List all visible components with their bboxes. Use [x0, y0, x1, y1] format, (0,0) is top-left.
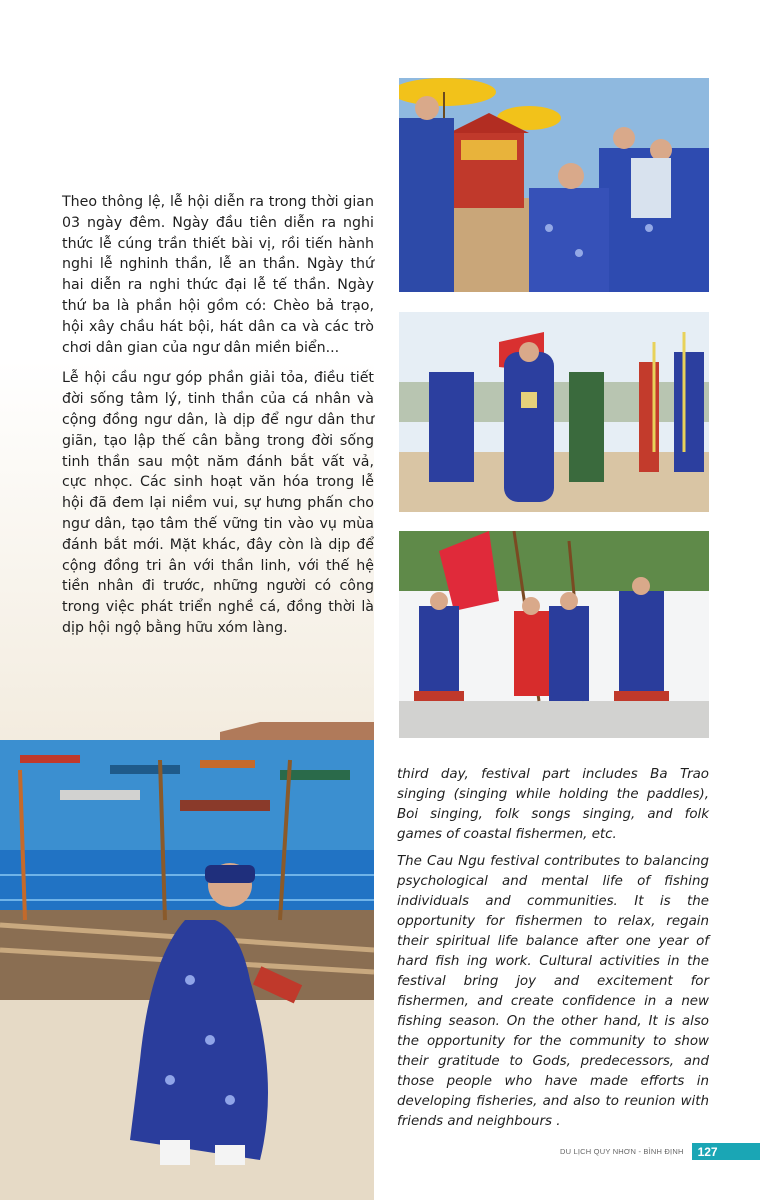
photo-palanquin-procession [399, 78, 709, 292]
english-text-column [397, 765, 709, 1139]
footer-label: DU LỊCH QUY NHƠN - BÌNH ĐỊNH [560, 1147, 684, 1156]
page-number: 127 [692, 1143, 760, 1160]
vietnamese-paragraph-2: Lễ hội cầu ngư góp phần giải tỏa, điều tiết đời sống tâm lý, tinh thần của cá nhân và cộng đồng ngư dân, là dịp để ngư dân thư giãn, tạo lập thế cân bằng trong đời sống tinh thần sau một năm đánh bắt vất vả, cực nhọc. Các sinh hoạt văn hóa trong lễ hội đã đem lại niềm vui, sự hưng phấn cho ngư dân, tạo tâm thế vững tin vào vụ mùa đánh bắt mới. Mặt khác, đây còn là dịp để cộng đồng tri ân với thần linh, với thế hệ tiền nhân đi trước, những người có công trong việc phát triển nghề cá, đồng thời là dịp hội ngộ bằng hữu xóm làng. [62, 370, 374, 636]
english-paragraph-2: The Cau Ngu festival contributes to balancing psychological and mental life of fishing individuals and communities. It is the opportunity for fishermen to relax, regain their spiritual life balance after one year of hard fish ing work. Cultural activities in the festival bring joy and excitement for fishermen, and create confidence in a new fishing season. On the other hand, It is also the opportunity for the community to show their gratitude to Gods, predecessors, and those people who have made efforts in developing fisheries, and also to reunion with friends and neighbours . [397, 854, 709, 1129]
photo-ritual-dancer [399, 312, 709, 512]
english-paragraph-1: third day, festival part includes Ba Trao singing (singing while holding the paddles), Boi singing, folk songs singing, and folk games of coastal fishermen, etc. [397, 767, 709, 842]
page-footer [560, 1143, 760, 1160]
photo-ba-trao-performers [399, 531, 709, 738]
vietnamese-paragraph-1: Theo thông lệ, lễ hội diễn ra trong thời gian 03 ngày đêm. Ngày đầu tiên diễn ra nghi thức lễ cúng trần thiết bài vị, rồi tiến hành nghi lễ nghinh thần, lễ an thần. Ngày thứ hai diễn ra nghi thức đại lễ tế thần. Ngày thứ ba là phần hội gồm có: Chèo bả trạo, hội xây chầu hát bội, hát dân ca và các trò chơi dân gian của ngư dân miền biển... [62, 194, 374, 356]
vietnamese-text-column [62, 192, 374, 649]
